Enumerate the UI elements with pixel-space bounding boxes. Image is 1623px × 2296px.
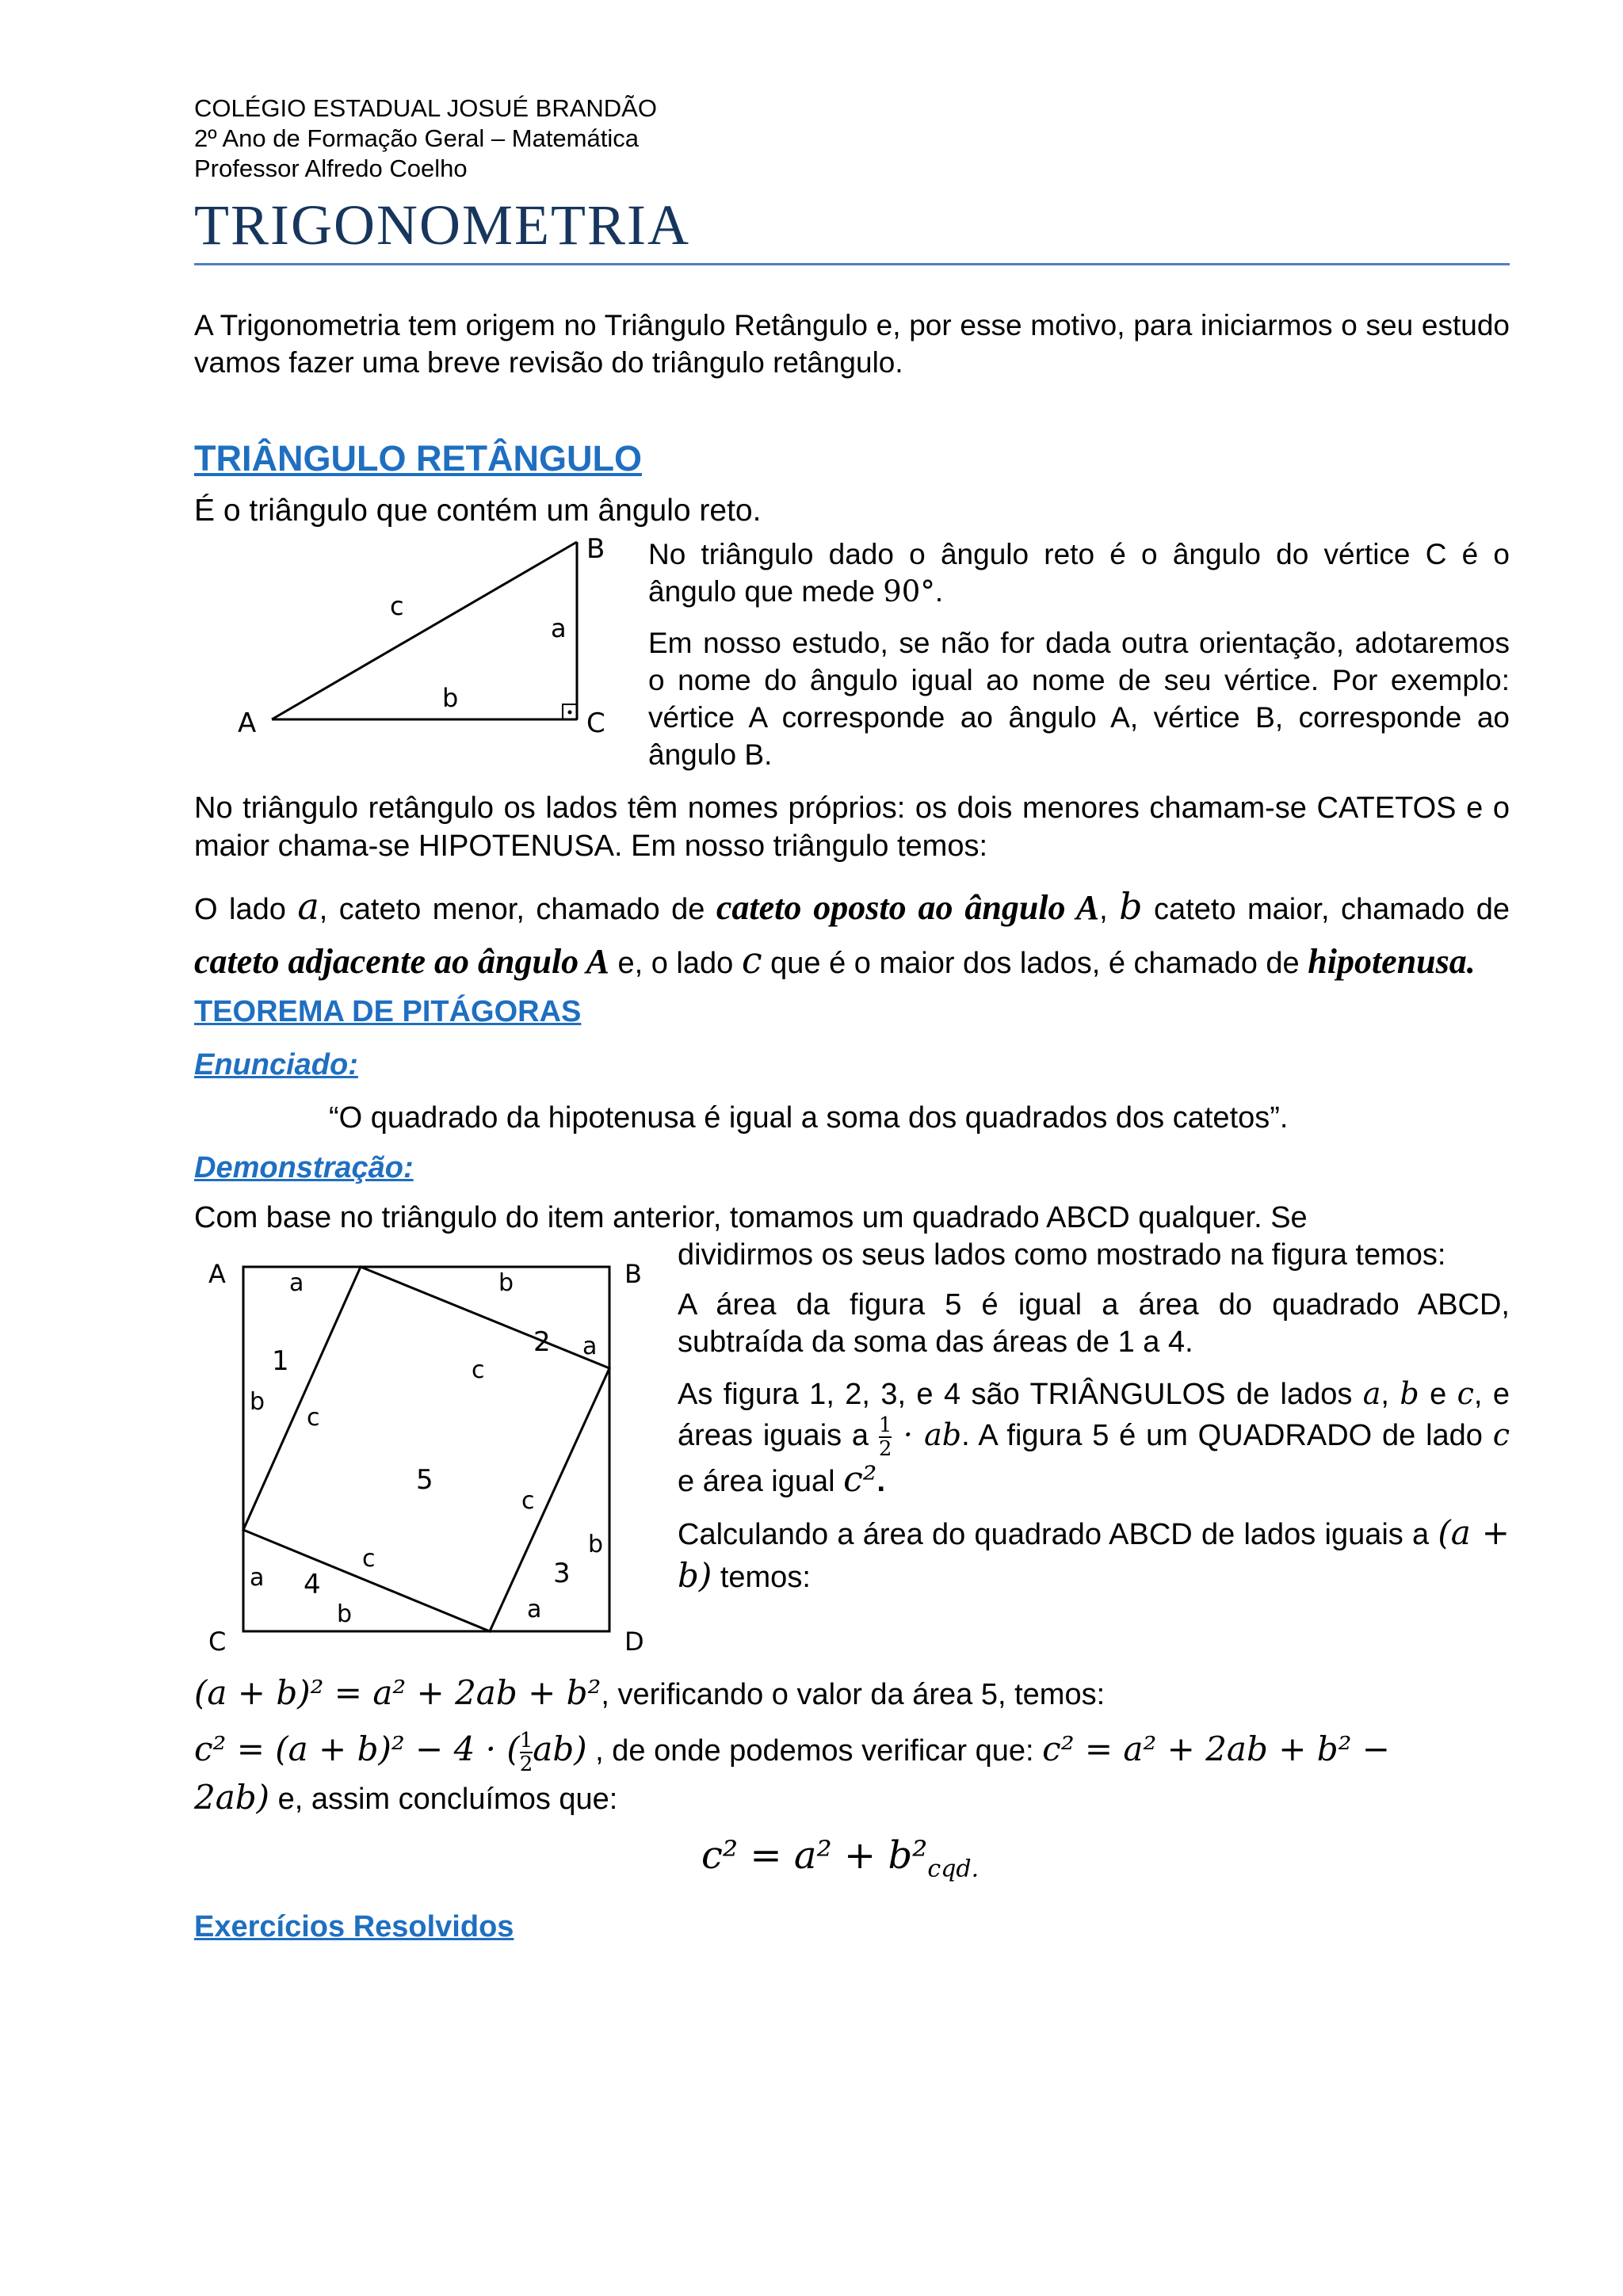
svg-text:A: A (208, 1259, 226, 1289)
side-b-label: b (442, 683, 459, 713)
svg-text:b: b (250, 1388, 265, 1416)
right-triangle-figure (214, 536, 626, 749)
demonstracao-label: Demonstração: (194, 1151, 414, 1184)
right-angle-text: No triângulo dado o ângulo reto é o ângulo do vértice C é o ângulo que mede 90°. (648, 538, 1510, 608)
svg-text:b: b (337, 1600, 353, 1628)
demo-divide-text: dividirmos os seus lados como mostrado na figura temos: (678, 1238, 1446, 1272)
equation-area5: c² = (a + b)² − 4 · ( $\frac{1}{2}$ ab) , de onde podemos verificar que: c² = a² + 2ab + b² − (194, 1728, 1390, 1776)
svg-text:D: D (624, 1627, 644, 1657)
conclusion-equation: $c^2 = a^2 + b^2_{cqd.}$ (701, 1833, 980, 1883)
svg-text:c: c (472, 1356, 485, 1384)
pythagoras-square-figure (194, 1251, 678, 1663)
svg-text:3: 3 (553, 1558, 571, 1589)
triangle-heading: TRIÂNGULO RETÂNGULO (194, 438, 642, 479)
fraction-half-2: $\frac{1}{2}$ (519, 1728, 533, 1776)
svg-text:a: a (582, 1333, 598, 1360)
svg-text:2: 2 (533, 1326, 551, 1358)
pythagoras-heading: TEOREMA DE PITÁGORAS (194, 995, 582, 1028)
svg-text:a: a (289, 1269, 304, 1297)
svg-text:b: b (588, 1531, 604, 1558)
demo-calc-text: Calculando a área do quadrado ABCD de lados iguais a (a + b) temos: (678, 1513, 1510, 1595)
vertex-b-label: B (586, 536, 605, 565)
sides-paragraph: No triângulo retângulo os lados têm nomes próprios: os dois menores chamam-se CATETOS e o maior chama-se HIPOTENUSA. Em nosso triângulo temos: (194, 791, 1510, 863)
teacher-name: Professor Alfredo Coelho (194, 154, 468, 182)
side-a-label: a (551, 613, 567, 643)
sides-definition-paragraph: O lado a, cateto menor, chamado de cateto oposto ao ângulo A, b cateto maior, chamado de cateto adjacente ao ângulo A e, o lado c que é o maior dos lados, é chamado de hipotenusa. (194, 885, 1510, 982)
enunciado-label: Enunciado: (194, 1048, 358, 1081)
svg-text:C: C (208, 1627, 227, 1657)
vertex-a-label: A (238, 707, 257, 739)
intro-paragraph: A Trigonometria tem origem no Triângulo Retângulo e, por esse motivo, para iniciarmos o seu estudo vamos fazer uma breve revisão do triângulo retângulo. (194, 309, 1510, 379)
vertex-naming-text: Em nosso estudo, se não for dada outra orientação, adotaremos o nome do ângulo igual ao nome de seu vértice. Por exemplo: vértice A corresponde ao ângulo A, vértice B, corresponde ao ângulo B. (648, 627, 1510, 771)
vertex-c-label: C (586, 707, 605, 739)
side-c-label: c (390, 591, 404, 621)
svg-text:4: 4 (304, 1569, 321, 1600)
triangle-definition: É o triângulo que contém um ângulo reto. (194, 494, 762, 528)
demo-intro: Com base no triângulo do item anterior, tomamos um quadrado ABCD qualquer. Se (194, 1201, 1308, 1234)
fraction-half: $\frac{1}{2}$ (878, 1413, 892, 1461)
demo-triangles-text: As figura 1, 2, 3, e 4 são TRIÂNGULOS de lados a, b e c, e áreas iguais a $\frac{1}{2}$ · ab. A figura 5 é um QUADRADO de lado c e área igual c². (678, 1376, 1510, 1500)
svg-text:c: c (362, 1545, 376, 1573)
course-name: 2º Ano de Formação Geral – Matemática (194, 124, 639, 152)
svg-text:B: B (624, 1259, 642, 1289)
page-title: TRIGONOMETRIA (194, 192, 1510, 265)
svg-text:c: c (521, 1487, 535, 1515)
svg-text:1: 1 (272, 1345, 289, 1377)
equation-expansion: (a + b)² = a² + 2ab + b², verificando o valor da área 5, temos: (194, 1673, 1106, 1712)
exercises-heading: Exercícios Resolvidos (194, 1909, 514, 1943)
svg-text:c: c (307, 1404, 320, 1432)
equation-continuation: 2ab) e, assim concluímos que: (194, 1777, 618, 1817)
svg-text:a: a (250, 1564, 265, 1592)
demo-area-text: A área da figura 5 é igual a área do quadrado ABCD, subtraída da soma das áreas de 1 a 4. (678, 1288, 1510, 1359)
enunciado-text: “O quadrado da hipotenusa é igual a soma dos quadrados dos catetos”. (329, 1101, 1289, 1135)
svg-text:b: b (498, 1269, 514, 1297)
svg-text:a: a (527, 1596, 542, 1623)
svg-text:5: 5 (416, 1464, 433, 1496)
school-name: COLÉGIO ESTADUAL JOSUÉ BRANDÃO (194, 94, 657, 122)
document-page (194, 93, 1510, 1946)
